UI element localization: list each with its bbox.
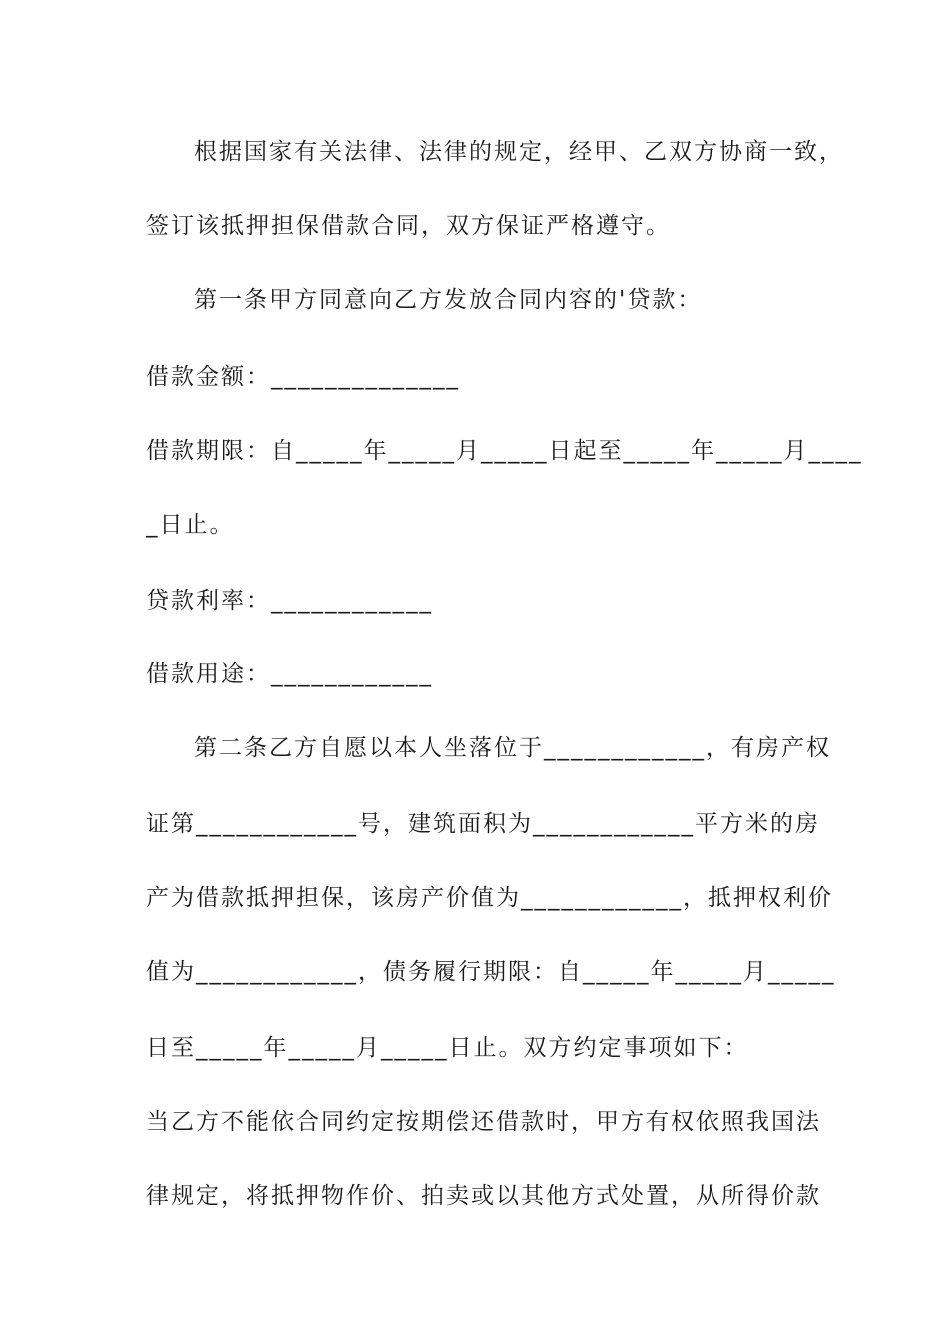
loan-amount-line: 借款金额：______________ xyxy=(146,364,460,390)
article-2-line-2: 证第____________号，建筑面积为____________平方米的房 xyxy=(146,811,820,837)
paragraph-intro-line-2: 签订该抵押担保借款合同，双方保证严格遵守。 xyxy=(146,213,671,239)
paragraph-intro-line-1: 根据国家有关法律、法律的规定，经甲、乙双方协商一致， xyxy=(194,139,844,165)
loan-term-line-1: 借款期限：自_____年_____月_____日起至_____年_____月____ xyxy=(146,438,863,464)
loan-purpose-line: 借款用途：____________ xyxy=(146,661,433,687)
loan-term-line-2: _日止。 xyxy=(146,512,235,538)
article-1-heading: 第一条甲方同意向乙方发放合同内容的'贷款： xyxy=(194,287,703,313)
default-clause-line-1: 当乙方不能依合同约定按期偿还借款时，甲方有权依照我国法 xyxy=(146,1109,821,1135)
default-clause-line-2: 律规定，将抵押物作价、拍卖或以其他方式处置，从所得价款 xyxy=(146,1183,821,1209)
article-2-line-4: 值为____________，债务履行期限：自_____年_____月_____ xyxy=(146,959,836,985)
article-2-line-1: 第二条乙方自愿以本人坐落位于____________，有房产权 xyxy=(194,735,831,761)
article-2-line-5: 日至_____年_____月_____日止。双方约定事项如下： xyxy=(146,1035,749,1061)
article-2-line-3: 产为借款抵押担保，该房产价值为____________，抵押权利价 xyxy=(146,885,833,911)
loan-rate-line: 贷款利率：____________ xyxy=(146,588,433,614)
